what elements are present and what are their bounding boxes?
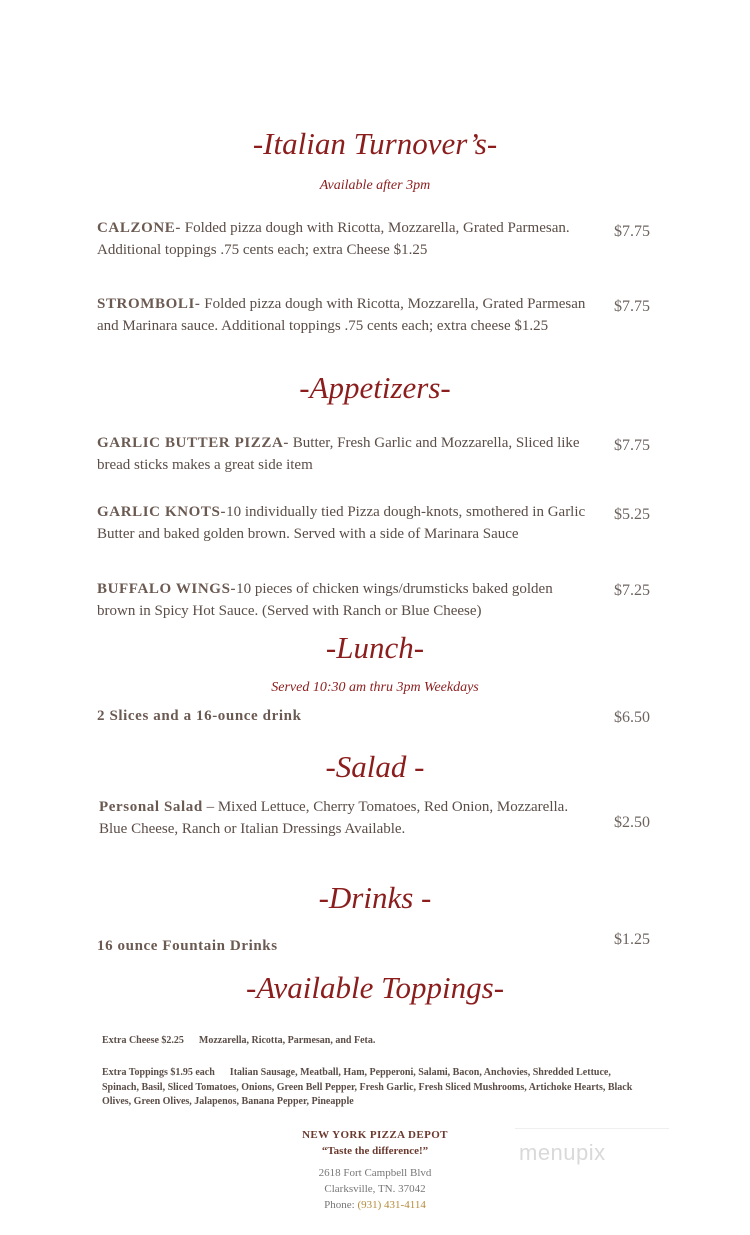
price-garlic-butter-pizza: $7.75 xyxy=(614,437,650,454)
menu-item-personal-salad xyxy=(99,797,589,840)
menu-item-garlic-butter-pizza xyxy=(97,433,587,476)
item-name: 16 ounce Fountain Drinks xyxy=(97,938,278,954)
item-name: Personal Salad xyxy=(99,799,203,815)
phone-number[interactable]: (931) 431-4114 xyxy=(357,1199,426,1211)
section-title-lunch: -Lunch- xyxy=(325,630,425,665)
extra-toppings-list: Extra Toppings $1.95 each Italian Sausage, Meatball, Ham, Pepperoni, Salami, Bacon, Anchovies, Shredded Lettuce, Spinach, Basil, Sliced Tomatoes, Onions, Green Bell Pepper, Fresh Garlic, Fresh Sliced Mushrooms, Artichoke Hearts, Black Olives, Green Olives, Jalapenos, Banana Pepper, Pineapple xyxy=(102,1067,635,1107)
menu-item-garlic-knots xyxy=(97,502,587,545)
menu-item-fountain-drinks xyxy=(97,936,587,958)
item-description: 10 individually tied Pizza dough-knots, smothered in Garlic Butter and baked golden brown. Served with a side of Marinara Sauce xyxy=(97,504,586,542)
section-title-toppings: -Available Toppings- xyxy=(245,970,505,1005)
menupix-watermark: menupix xyxy=(515,1128,669,1177)
lunch-hours-note: Served 10:30 am thru 3pm Weekdays xyxy=(271,680,479,695)
city-address: Clarksville, TN. 37042 xyxy=(324,1183,426,1195)
section-title-turnovers: -Italian Turnover’s- xyxy=(252,126,498,161)
item-name: CALZONE- xyxy=(97,220,181,236)
item-name: GARLIC KNOTS- xyxy=(97,504,227,520)
menu-item-stromboli xyxy=(97,294,587,337)
menu-item-calzone xyxy=(97,218,587,261)
item-name: STROMBOLI- xyxy=(97,296,201,312)
section-title-appetizers: -Appetizers- xyxy=(299,370,451,405)
item-description: 10 pieces of chicken wings/drumsticks baked golden brown in Spicy Hot Sauce. (Served with Ranch or Blue Cheese) xyxy=(97,581,553,619)
price-buffalo-wings: $7.25 xyxy=(614,582,650,599)
item-name: 2 Slices and a 16-ounce drink xyxy=(97,708,302,724)
price-stromboli: $7.75 xyxy=(614,298,650,315)
item-name: GARLIC BUTTER PIZZA- xyxy=(97,435,290,451)
price-personal-salad: $2.50 xyxy=(614,814,650,831)
item-description: Folded pizza dough with Ricotta, Mozzarella, Grated Parmesan. Additional toppings .75 cents each; extra Cheese $1.25 xyxy=(97,220,570,258)
street-address: 2618 Fort Campbell Blvd xyxy=(318,1167,432,1179)
item-description: – Mixed Lettuce, Cherry Tomatoes, Red Onion, Mozzarella. Blue Cheese, Ranch or Italian Dressings Available. xyxy=(99,799,569,837)
shop-tagline: “Taste the difference!” xyxy=(321,1145,429,1157)
item-description: Folded pizza dough with Ricotta, Mozzarella, Grated Parmesan and Marinara sauce. Additional toppings .75 cents each; extra cheese $1.25 xyxy=(97,296,586,334)
phone-label: Phone: xyxy=(324,1199,358,1211)
phone-line xyxy=(0,1197,750,1213)
section-title-drinks: -Drinks - xyxy=(318,880,432,915)
section-title-salad: -Salad - xyxy=(325,749,425,784)
menu-item-lunch-special xyxy=(97,706,587,728)
item-name: BUFFALO WINGS- xyxy=(97,581,237,597)
price-garlic-knots: $5.25 xyxy=(614,506,650,523)
turnovers-availability-note: Available after 3pm xyxy=(319,178,431,193)
menu-item-buffalo-wings xyxy=(97,579,587,622)
shop-name: NEW YORK PIZZA DEPOT xyxy=(302,1129,448,1141)
price-fountain-drinks: $1.25 xyxy=(614,931,650,948)
item-description: Butter, Fresh Garlic and Mozzarella, Sliced like bread sticks makes a great side item xyxy=(97,435,580,473)
price-calzone: $7.75 xyxy=(614,223,650,240)
extra-cheese-line: Extra Cheese $2.25 Mozzarella, Ricotta, Parmesan, and Feta. xyxy=(102,1035,376,1046)
price-lunch-special: $6.50 xyxy=(614,709,650,726)
